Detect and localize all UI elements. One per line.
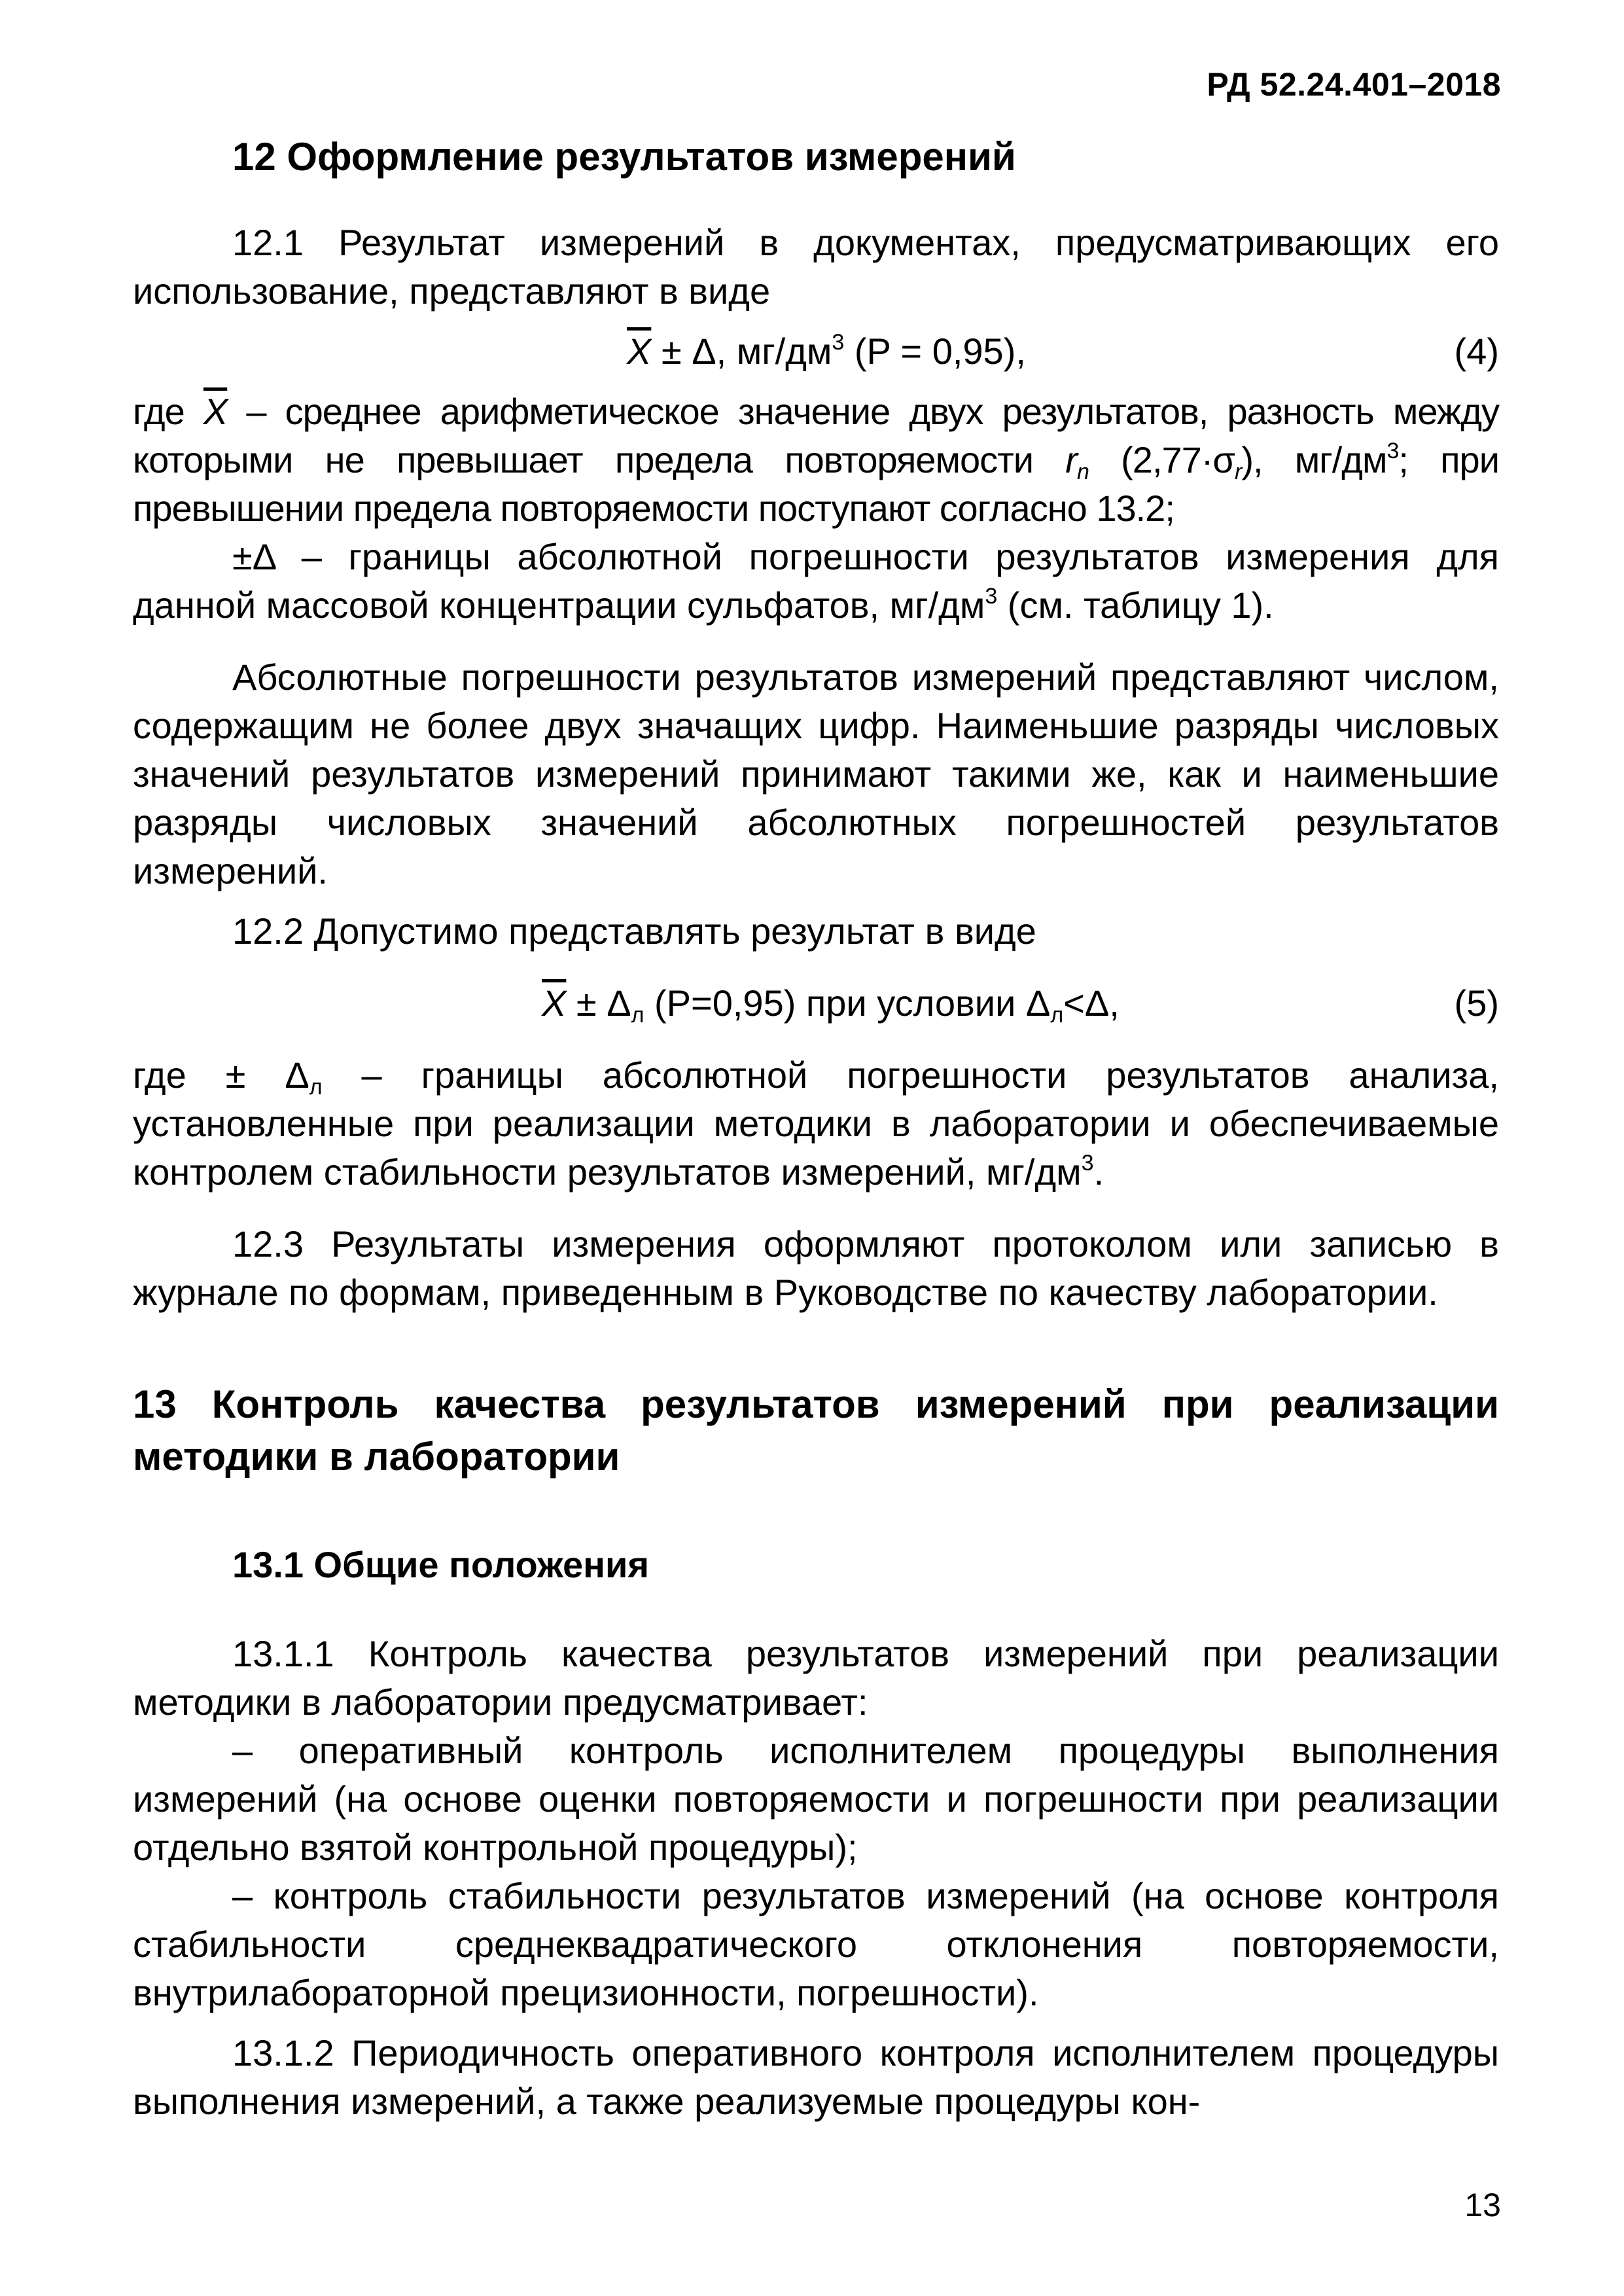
formula-5-number: (5) <box>1454 982 1499 1024</box>
where-x-r-sub: n <box>1076 459 1089 484</box>
where-delta-l-text-1: где ± Δ <box>133 1054 309 1096</box>
where-delta-l-paragraph <box>133 1051 1499 1196</box>
formula-5 <box>133 979 1499 1028</box>
section-12-title: 12 Оформление результатов измерений <box>232 135 1016 179</box>
paragraph-12-3: 12.3 Результаты измерения оформляют протоколом или записью в журнале по формам, приведенным в Руководстве по качеству лаборатории. <box>133 1223 1499 1313</box>
document-code: РД 52.24.401–2018 <box>1207 66 1501 103</box>
where-delta-l-sub: л <box>309 1075 323 1100</box>
formula-5-sub-a: л <box>631 1003 644 1028</box>
section-13-title: 13 Контроль качества результатов измерений при реализации методики в лаборатории <box>133 1382 1499 1479</box>
paragraph-13-1-1: 13.1.1 Контроль качества результатов измерений при реализации методики в лаборатории предусматривает: <box>133 1633 1499 1723</box>
where-delta-l-text-3: . <box>1093 1151 1104 1193</box>
paragraph-13-1-2: 13.1.2 Периодичность оперативного контроля исполнителем процедуры выполнения измерений, а также реализуемые процедуры кон- <box>133 2032 1499 2122</box>
formula-5-expression <box>542 979 1120 1028</box>
formula-4-text-a: ± Δ, мг/дм <box>651 331 832 372</box>
where-x-sup: 3 <box>1386 439 1399 463</box>
list-item-stability-control: – контроль стабильности результатов измерений (на основе контроля стабильности среднеквадратического отклонения повторяемости, внутрилабораторной прецизионности, погрешности). <box>133 1875 1499 2013</box>
formula-4-expression <box>627 327 1026 376</box>
page-content <box>133 131 1499 2126</box>
formula-4-text-b: (P = 0,95), <box>844 331 1026 372</box>
formula-5-sub-b: л <box>1050 1003 1064 1028</box>
where-x-sigma-sub: r <box>1235 459 1242 484</box>
where-x-paragraph <box>133 387 1499 533</box>
paragraph-12-2: 12.2 Допустимо представлять результат в виде <box>232 910 1036 952</box>
paragraph-12-1: 12.1 Результат измерений в документах, предусматривающих его использование, представляют в виде <box>133 222 1499 312</box>
page-number: 13 <box>1464 2187 1501 2223</box>
formula-4-number: (4) <box>1454 331 1499 372</box>
formula-4-superscript: 3 <box>832 330 845 355</box>
where-x-text-4: ; при превышении предела повторяемости поступают согласно 13.2; <box>133 439 1499 529</box>
where-x-text-3: ), мг/дм <box>1241 439 1387 480</box>
formula-5-text-c: <Δ, <box>1063 982 1120 1024</box>
where-delta-text-1: ±Δ – границы абсолютной погрешности результатов измерения для данной массовой концентрации сульфатов, мг/дм <box>133 536 1499 626</box>
where-x-lead: где <box>133 391 203 432</box>
where-delta-l-text-2: – границы абсолютной погрешности результатов анализа, установленные при реализации методики в лаборатории и обеспечиваемые контролем стабильности результатов измерений, мг/дм <box>133 1054 1499 1193</box>
absolute-errors-paragraph: Абсолютные погрешности результатов измерений представляют числом, содержащим не более двух значащих цифр. Наименьшие разряды числовых значений результатов измерений принимают такими же, как и наименьшие разряды числовых значений абсолютных погрешностей результатов измерений. <box>133 656 1499 891</box>
list-item-operational-control: – оперативный контроль исполнителем процедуры выполнения измерений (на основе оценки повторяемости и погрешности при реализации отдельно взятой контрольной процедуры); <box>133 1730 1499 1868</box>
formula-4-mean-symbol: $\overline{X}$ <box>627 331 652 372</box>
where-x-text-1: – среднее арифметическое значение двух результатов, разность между которыми не превышает предела повторяемости <box>133 391 1500 480</box>
formula-5-text-a: ± Δ <box>566 982 631 1024</box>
formula-4 <box>133 327 1499 376</box>
where-delta-l-sup: 3 <box>1081 1151 1094 1175</box>
where-delta-sup: 3 <box>985 584 998 609</box>
where-x-symbol: $\overline{X}$ <box>203 391 228 432</box>
where-delta-text-2: (см. таблицу 1). <box>997 584 1274 626</box>
formula-5-text-b: (P=0,95) при условии Δ <box>644 982 1051 1024</box>
where-x-r: r <box>1065 439 1077 480</box>
subsection-13-1-title: 13.1 Общие положения <box>232 1544 650 1585</box>
formula-5-mean-symbol: $\overline{X}$ <box>542 982 567 1024</box>
where-delta-paragraph <box>133 533 1499 630</box>
where-x-text-2: (2,77·σ <box>1088 439 1235 480</box>
